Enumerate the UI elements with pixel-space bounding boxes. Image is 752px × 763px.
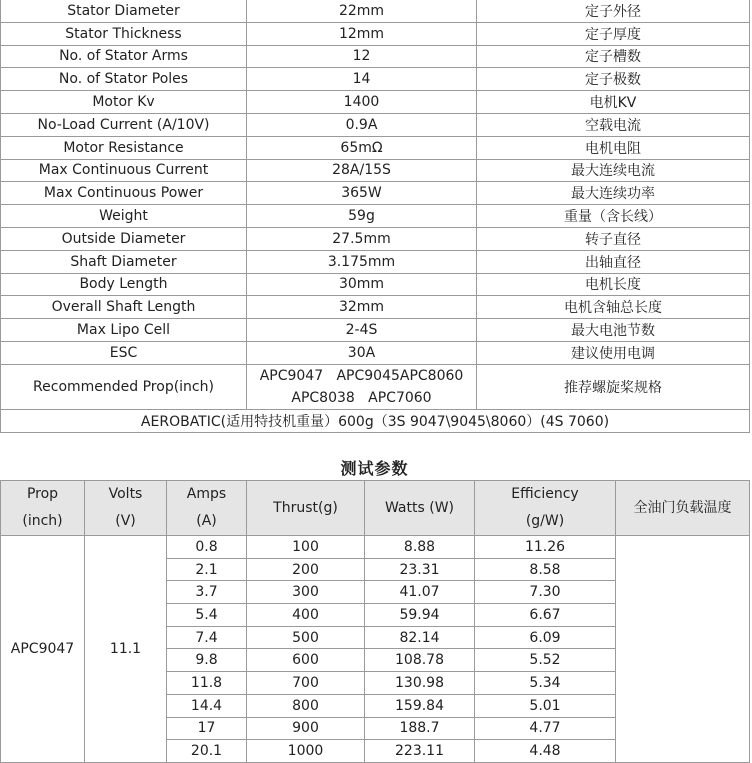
spec-value: 2-4S: [247, 319, 477, 342]
aerobatic-note: AEROBATIC(适用特技机重量）600g（3S 9047\9045\8060）(4S 7060): [1, 409, 750, 432]
spec-value: 65mΩ: [247, 136, 477, 159]
test-table-body: [1, 536, 750, 763]
header-volts: [85, 481, 167, 536]
spec-value: 12mm: [247, 22, 477, 45]
spec-label-cn: 定子厚度: [477, 22, 750, 45]
spec-label: Max Continuous Current: [1, 159, 247, 182]
thrust-cell: 1000: [247, 740, 365, 763]
amps-cell: 9.8: [167, 649, 247, 672]
watts-cell: 41.07: [365, 581, 475, 604]
spec-row: [1, 319, 750, 342]
spec-value: 12: [247, 45, 477, 68]
amps-cell: 2.1: [167, 558, 247, 581]
spec-label-cn: 电机电阻: [477, 136, 750, 159]
spec-label: Motor Kv: [1, 91, 247, 114]
spec-row: [1, 273, 750, 296]
header-volts-line2: (V): [115, 513, 136, 529]
spec-value: 27.5mm: [247, 227, 477, 250]
thrust-cell: 800: [247, 694, 365, 717]
spec-value: 0.9A: [247, 113, 477, 136]
spec-label: Stator Diameter: [1, 0, 247, 22]
spec-row: [1, 45, 750, 68]
spec-row: [1, 0, 750, 22]
watts-cell: 8.88: [365, 536, 475, 559]
spec-value: 365W: [247, 182, 477, 205]
header-efficiency-line1: Efficiency: [511, 486, 579, 502]
header-amps-line1: Amps: [186, 486, 227, 502]
spec-label-cn: 最大电池节数: [477, 319, 750, 342]
thrust-cell: 200: [247, 558, 365, 581]
thrust-cell: 100: [247, 536, 365, 559]
spec-label-cn: 建议使用电调: [477, 341, 750, 364]
spec-label-cn: 定子槽数: [477, 45, 750, 68]
test-table: [0, 480, 750, 763]
header-amps-line2: (A): [196, 513, 217, 529]
thrust-cell: 300: [247, 581, 365, 604]
spec-value: 14: [247, 68, 477, 91]
spec-row: [1, 113, 750, 136]
header-prop-line2: (inch): [22, 513, 63, 529]
header-prop: [1, 481, 85, 536]
spec-label: Overall Shaft Length: [1, 296, 247, 319]
recommended-prop-values: [247, 364, 477, 409]
aerobatic-row: [1, 409, 750, 432]
spec-row: [1, 205, 750, 228]
amps-cell: 14.4: [167, 694, 247, 717]
watts-cell: 59.94: [365, 604, 475, 627]
spec-row: [1, 227, 750, 250]
watts-cell: 108.78: [365, 649, 475, 672]
volts-cell: 11.1: [85, 536, 167, 763]
efficiency-cell: 6.09: [475, 626, 616, 649]
header-volts-line1: Volts: [108, 486, 143, 502]
spec-label: No. of Stator Arms: [1, 45, 247, 68]
amps-cell: 11.8: [167, 672, 247, 695]
watts-cell: 159.84: [365, 694, 475, 717]
amps-cell: 0.8: [167, 536, 247, 559]
spec-label: Shaft Diameter: [1, 250, 247, 273]
efficiency-cell: 4.77: [475, 717, 616, 740]
spec-value: 32mm: [247, 296, 477, 319]
spec-label-cn: 电机含轴总长度: [477, 296, 750, 319]
prop-cell: APC9047: [1, 536, 85, 763]
spec-label: Outside Diameter: [1, 227, 247, 250]
efficiency-cell: 5.01: [475, 694, 616, 717]
spec-label-cn: 电机长度: [477, 273, 750, 296]
spec-row: [1, 91, 750, 114]
header-amps: [167, 481, 247, 536]
watts-cell: 130.98: [365, 672, 475, 695]
amps-cell: 7.4: [167, 626, 247, 649]
spec-row: [1, 182, 750, 205]
efficiency-cell: 6.67: [475, 604, 616, 627]
spec-label-cn: 定子极数: [477, 68, 750, 91]
spec-label: No. of Stator Poles: [1, 68, 247, 91]
thrust-cell: 900: [247, 717, 365, 740]
efficiency-cell: 11.26: [475, 536, 616, 559]
thrust-cell: 600: [247, 649, 365, 672]
efficiency-cell: 7.30: [475, 581, 616, 604]
recommended-prop-line2: APC8038 APC7060: [291, 389, 432, 406]
spec-label-cn: 出轴直径: [477, 250, 750, 273]
spec-value: 30mm: [247, 273, 477, 296]
temperature-cell: [616, 536, 750, 763]
amps-cell: 17: [167, 717, 247, 740]
spec-label: Weight: [1, 205, 247, 228]
spec-value: 3.175mm: [247, 250, 477, 273]
thrust-cell: 500: [247, 626, 365, 649]
spec-row: [1, 68, 750, 91]
spec-label-cn: 最大连续电流: [477, 159, 750, 182]
spec-label: Motor Resistance: [1, 136, 247, 159]
spec-row: [1, 159, 750, 182]
header-temperature: 全油门负载温度: [616, 481, 750, 536]
spec-label-cn: 空载电流: [477, 113, 750, 136]
amps-cell: 20.1: [167, 740, 247, 763]
spec-label: Stator Thickness: [1, 22, 247, 45]
amps-cell: 3.7: [167, 581, 247, 604]
efficiency-cell: 8.58: [475, 558, 616, 581]
thrust-cell: 400: [247, 604, 365, 627]
spec-label-cn: 定子外径: [477, 0, 750, 22]
spec-label: Max Continuous Power: [1, 182, 247, 205]
spec-value: 28A/15S: [247, 159, 477, 182]
recommended-prop-row: [1, 364, 750, 409]
test-header-row: [1, 481, 750, 536]
efficiency-cell: 4.48: [475, 740, 616, 763]
spec-label-cn: 转子直径: [477, 227, 750, 250]
spec-value: 22mm: [247, 0, 477, 22]
spec-row: [1, 22, 750, 45]
spec-value: 1400: [247, 91, 477, 114]
spec-label-cn: 重量（含长线）: [477, 205, 750, 228]
recommended-prop-line1: APC9047 APC9045APC8060: [259, 367, 464, 384]
spec-row: [1, 341, 750, 364]
recommended-prop-label: Recommended Prop(inch): [1, 364, 247, 409]
spec-row: [1, 136, 750, 159]
thrust-cell: 700: [247, 672, 365, 695]
spec-row: [1, 296, 750, 319]
efficiency-cell: 5.52: [475, 649, 616, 672]
header-thrust: Thrust(g): [247, 481, 365, 536]
spec-label: ESC: [1, 341, 247, 364]
watts-cell: 82.14: [365, 626, 475, 649]
header-efficiency: [475, 481, 616, 536]
amps-cell: 5.4: [167, 604, 247, 627]
header-watts: Watts (W): [365, 481, 475, 536]
watts-cell: 188.7: [365, 717, 475, 740]
spec-value: 30A: [247, 341, 477, 364]
spec-row: [1, 250, 750, 273]
spec-label: Max Lipo Cell: [1, 319, 247, 342]
header-prop-line1: Prop: [26, 486, 59, 502]
test-params-title: 测试参数: [340, 459, 409, 478]
test-data-row: [1, 536, 750, 559]
spec-label: Body Length: [1, 273, 247, 296]
spec-label: No-Load Current (A/10V): [1, 113, 247, 136]
watts-cell: 23.31: [365, 558, 475, 581]
efficiency-cell: 5.34: [475, 672, 616, 695]
spec-value: 59g: [247, 205, 477, 228]
header-efficiency-line2: (g/W): [525, 513, 565, 529]
spec-table-body: [1, 0, 750, 432]
recommended-prop-cn: 推荐螺旋桨规格: [477, 364, 750, 409]
spec-label-cn: 电机KV: [477, 91, 750, 114]
spec-label-cn: 最大连续功率: [477, 182, 750, 205]
watts-cell: 223.11: [365, 740, 475, 763]
